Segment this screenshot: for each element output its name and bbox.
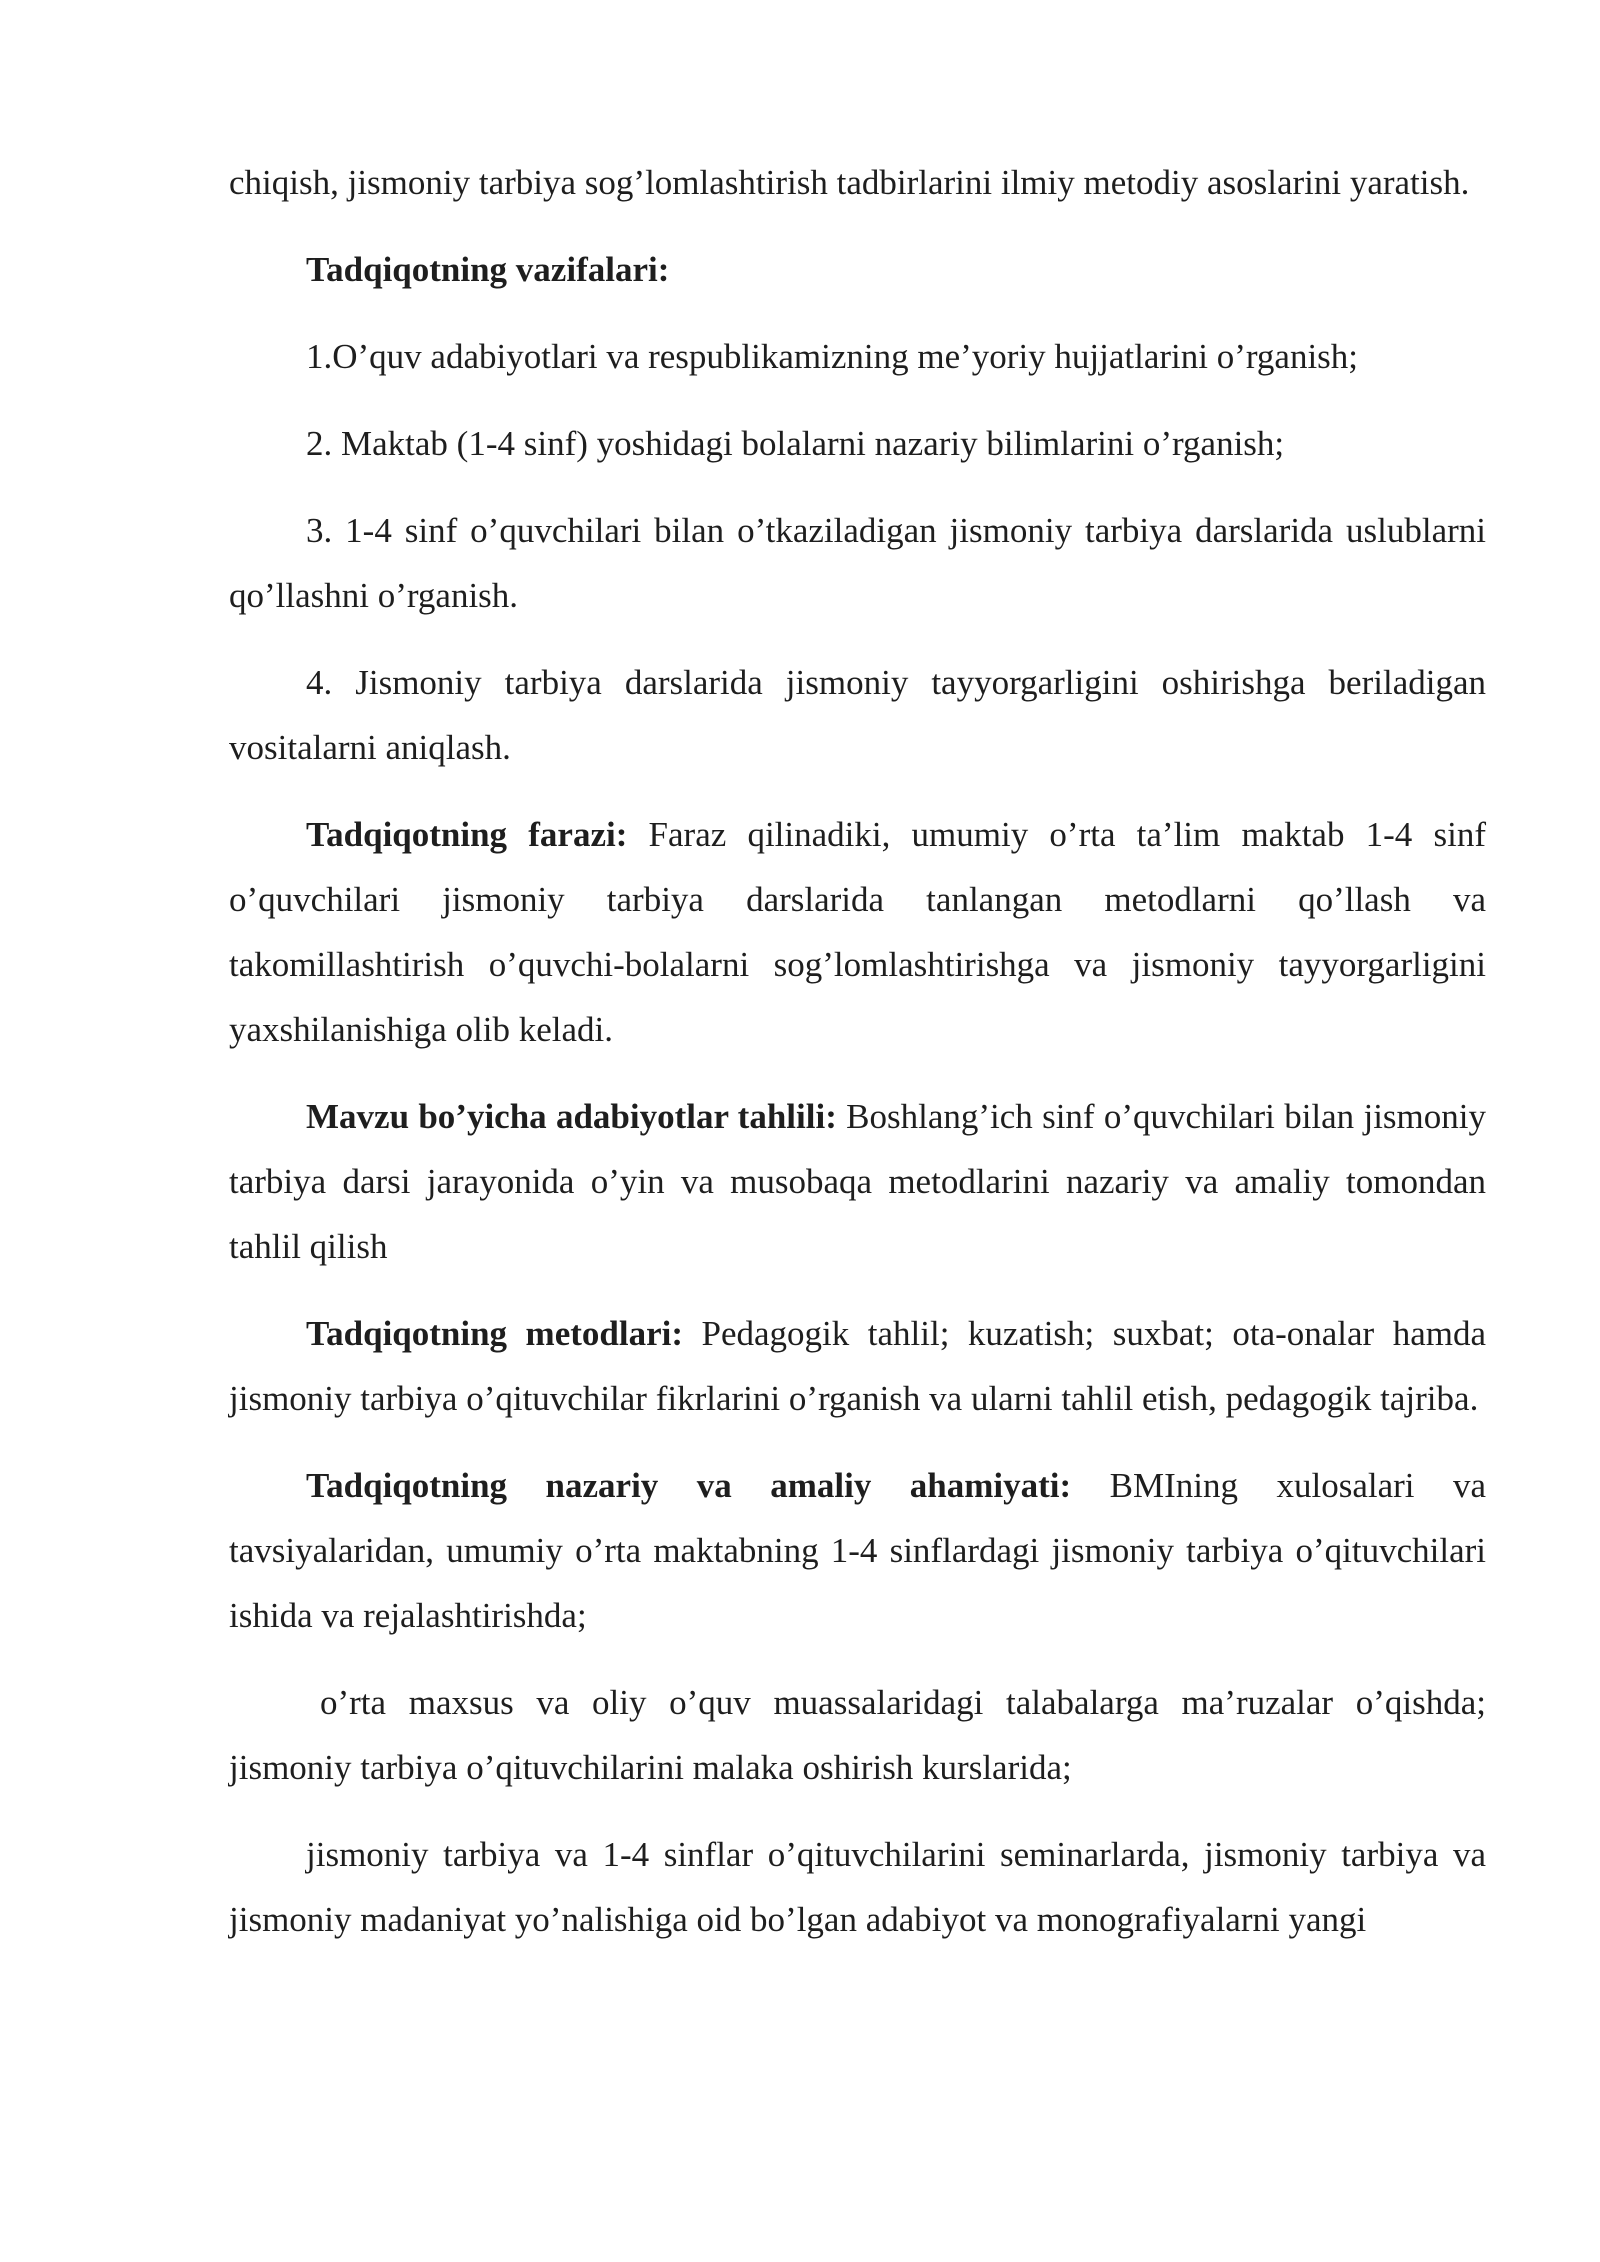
methods-text: Pedagogik tahlil; kuzatish; suxbat; ota-onalar hamda jismoniy tarbiya o’qituvchilar fikrlarini o’rganish va ularni tahlil etish, pedagogik tajriba. (229, 1314, 1486, 1418)
task-item-1: 1.O’quv adabiyotlari va respublikamizning me’yoriy hujjatlarini o’rganish; (306, 337, 1359, 376)
paragraph-literature (229, 1084, 1486, 1279)
significance-label: Tadqiqotning nazariy va amaliy ahamiyati: (306, 1466, 1072, 1505)
paragraph-methods (229, 1301, 1486, 1431)
document-body (229, 150, 1486, 1974)
hypothesis-text: Faraz qilinadiki, umumiy o’rta ta’lim maktab 1-4 sinf o’quvchilari jismoniy tarbiya darslarida tanlangan metodlarni qo’llash va takomillashtirish o’quvchi-bolalarni sog’lomlashtirishga va jismoniy tayyorgarligini yaxshilanishiga olib keladi. (229, 815, 1486, 1049)
paragraph-hypothesis (229, 802, 1486, 1062)
section-heading-tasks: Tadqiqotning vazifalari: (306, 250, 670, 289)
literature-text: Boshlang’ich sinf o’quvchilari bilan jismoniy tarbiya darsi jarayonida o’yin va musobaqa metodlarini nazariy va amaliy tomondan tahlil qilish (229, 1097, 1486, 1266)
paragraph-seminars: jismoniy tarbiya va 1-4 sinflar o’qituvchilarini seminarlarda, jismoniy tarbiya va jismoniy madaniyat yo’nalishiga oid bo’lgan adabiyot va monografiyalarni yangi (229, 1835, 1486, 1939)
task-item-4: 4. Jismoniy tarbiya darslarida jismoniy tayyorgarligini oshirishga beriladigan vositalarni aniqlash. (229, 663, 1486, 767)
task-item-2: 2. Maktab (1-4 sinf) yoshidagi bolalarni nazariy bilimlarini o’rganish; (306, 424, 1285, 463)
hypothesis-label: Tadqiqotning farazi: (306, 815, 628, 854)
paragraph-significance (229, 1453, 1486, 1648)
paragraph-intro: chiqish, jismoniy tarbiya sog’lomlashtirish tadbirlarini ilmiy metodiy asoslarini yaratish. (229, 163, 1470, 202)
paragraph-lectures: o’rta maxsus va oliy o’quv muassalaridagi talabalarga ma’ruzalar o’qishda; jismoniy tarbiya o’qituvchilarini malaka oshirish kurslarida; (229, 1683, 1486, 1787)
literature-label: Mavzu bo’yicha adabiyotlar tahlili: (306, 1097, 837, 1136)
task-item-3: 3. 1-4 sinf o’quvchilari bilan o’tkaziladigan jismoniy tarbiya darslarida uslublarni qo’llashni o’rganish. (229, 511, 1486, 615)
significance-text: BMIning xulosalari va tavsiyalaridan, umumiy o’rta maktabning 1-4 sinflardagi jismoniy tarbiya o’qituvchilari ishida va rejalashtirishda; (229, 1466, 1486, 1635)
methods-label: Tadqiqotning metodlari: (306, 1314, 684, 1353)
